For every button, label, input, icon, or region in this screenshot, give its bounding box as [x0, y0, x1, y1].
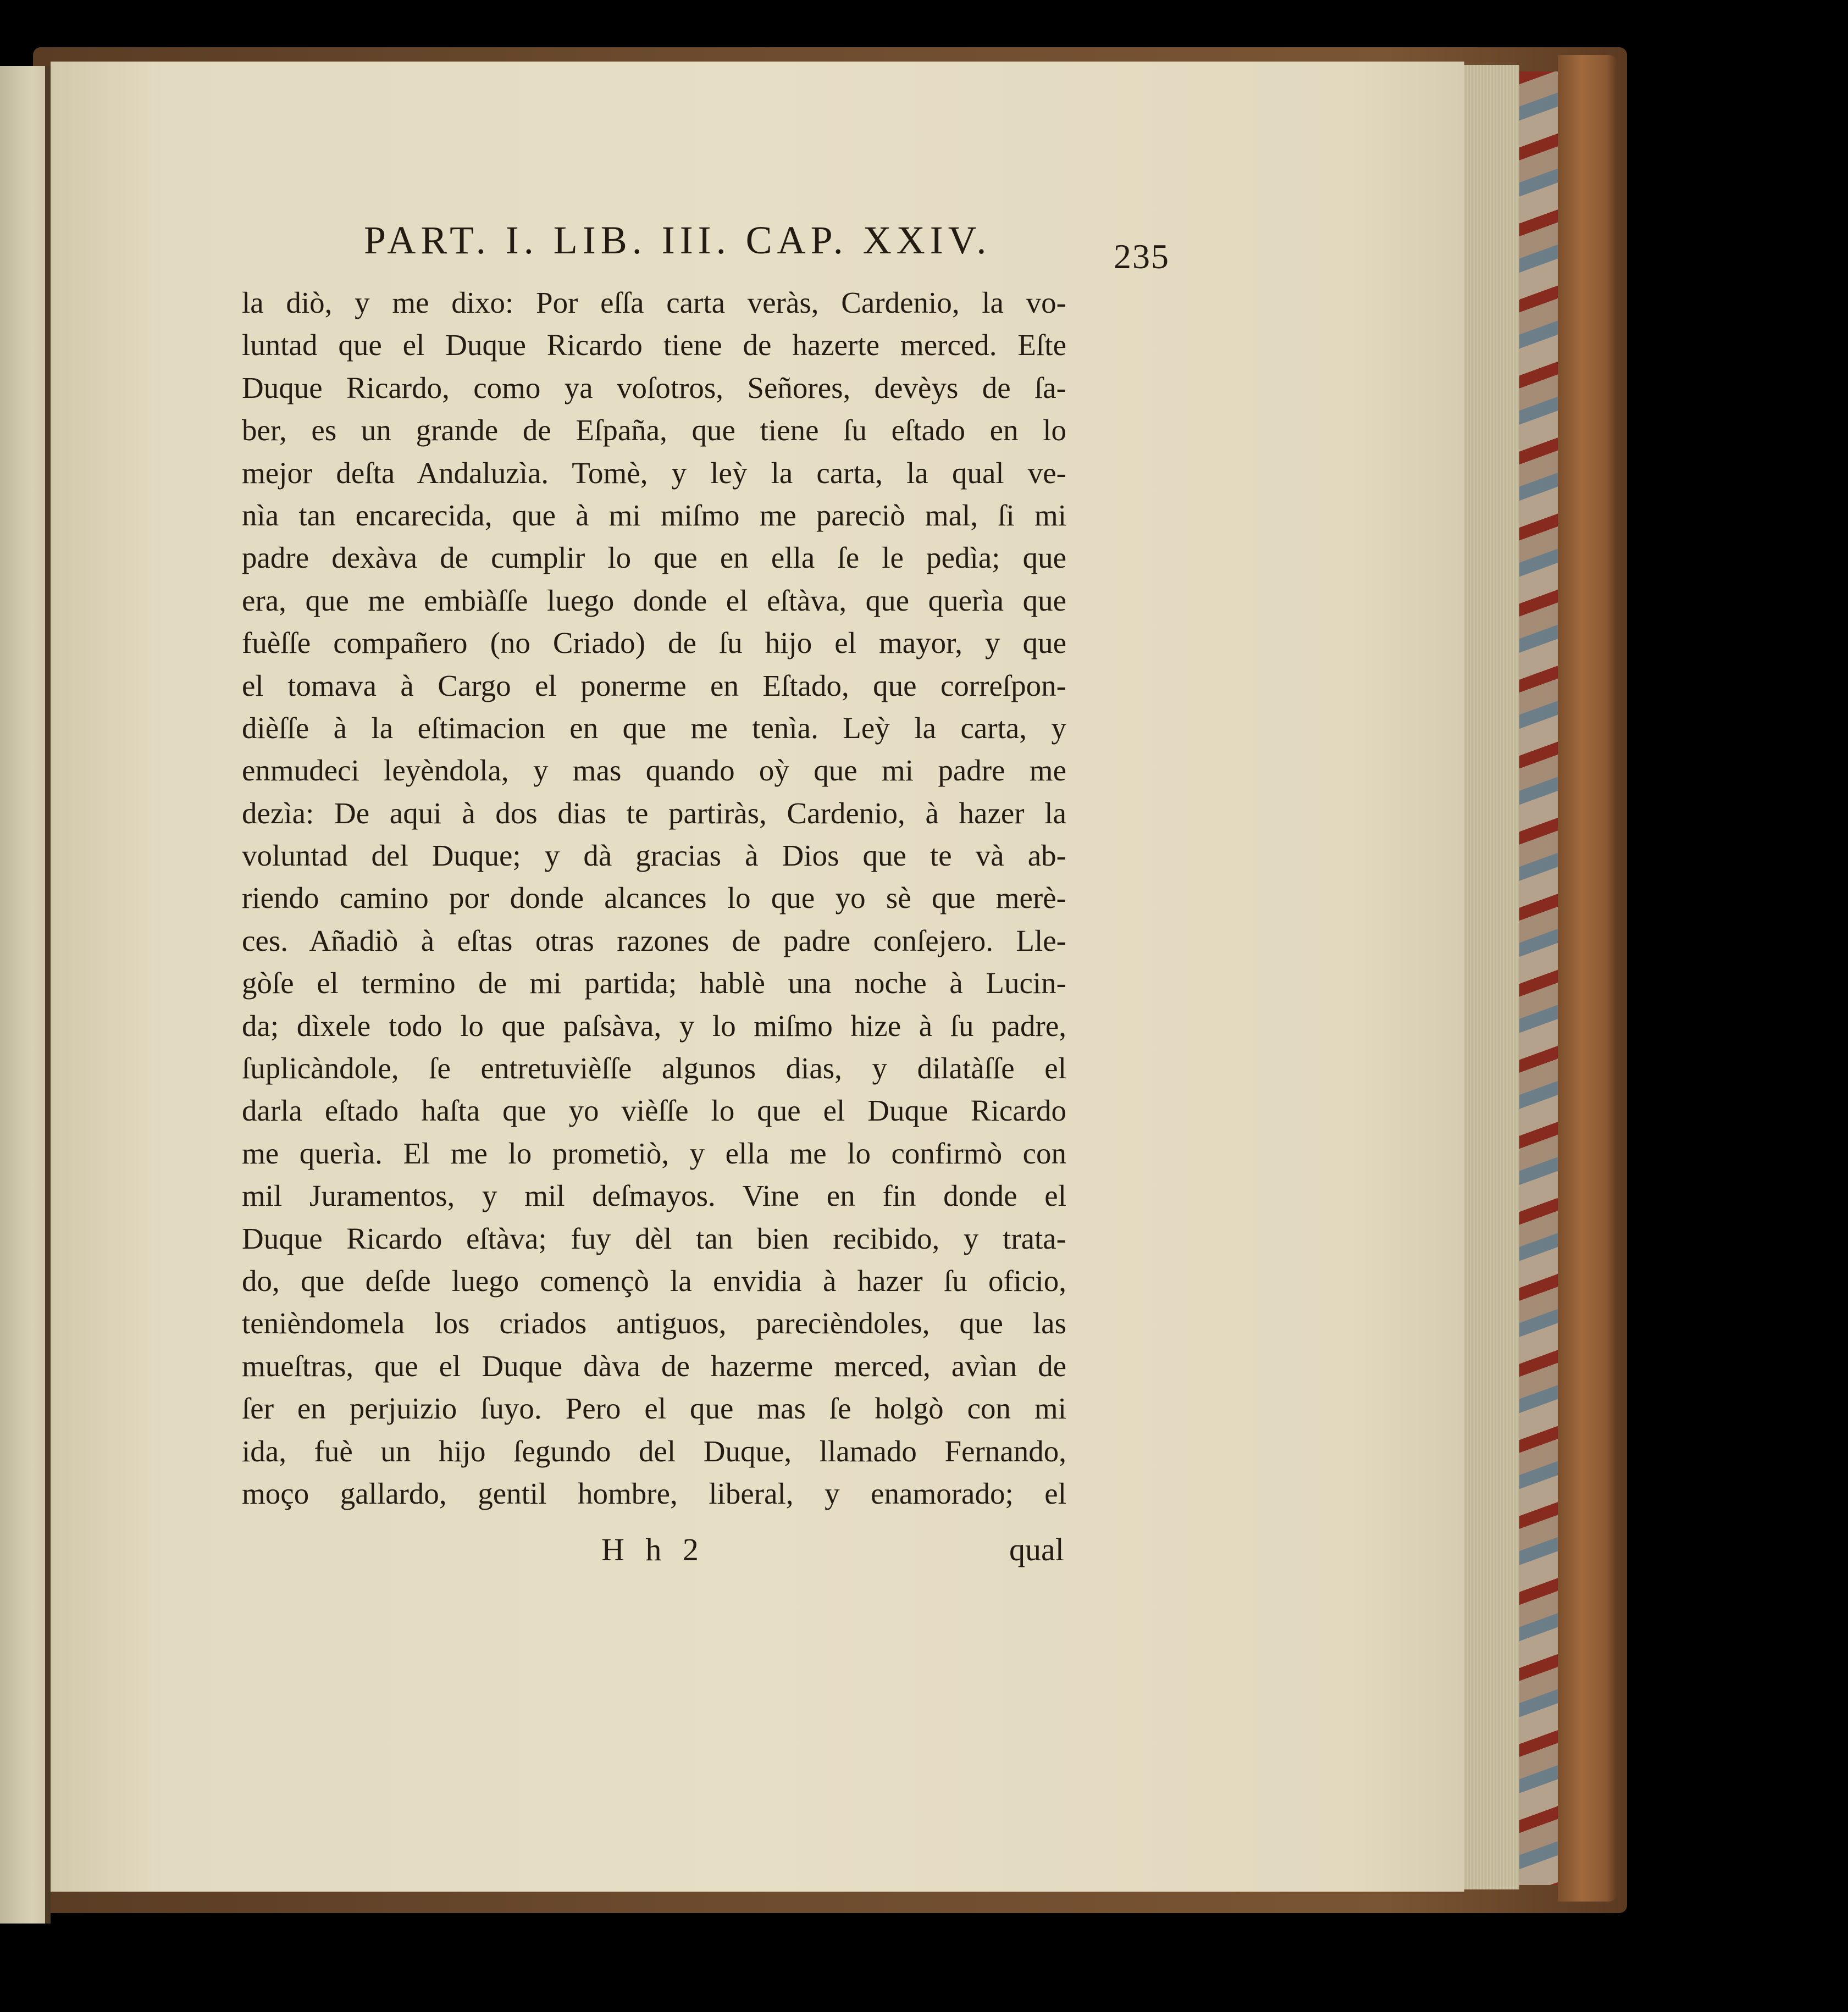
gutter: [45, 66, 51, 1924]
text-line: la diò, y me dixo: Por eſſa carta veràs, Cardenio, la vo-: [242, 286, 1066, 319]
text-line: mejor deſta Andaluzìa. Tomè, y leỳ la carta, la qual ve-: [242, 456, 1066, 490]
previous-page-edge: [0, 66, 47, 1924]
text-line: darla eſtado haſta que yo vièſſe lo que el Duque Ricardo: [242, 1094, 1066, 1128]
text-line: ſer en perjuizio ſuyo. Pero el que mas ſe holgò con mi: [242, 1392, 1066, 1426]
text-line: Duque Ricardo eſtàva; fuy dèl tan bien recibido, y trata-: [242, 1221, 1066, 1255]
text-line: el tomava à Cargo el ponerme en Eſtado, que correſpon-: [242, 668, 1066, 702]
text-line: era, que me embiàſſe luego donde el eſtàva, que querìa que: [242, 583, 1066, 617]
text-line: padre dexàva de cumplir lo que en ella ſe le pedìa; que: [242, 541, 1066, 575]
text-line: ces. Añadiò à eſtas otras razones de padre conſejero. Lle-: [242, 923, 1066, 957]
catchword: qual: [1009, 1532, 1064, 1567]
text-line: voluntad del Duque; y dà gracias à Dios que te và ab-: [242, 839, 1066, 873]
page-block-edges: [1464, 65, 1519, 1889]
text-line: luntad que el Duque Ricardo tiene de hazerte merced. Eſte: [242, 328, 1066, 362]
page-number: 235: [1114, 237, 1170, 276]
book-cover-edge: [1558, 55, 1618, 1902]
text-line: tenièndomela los criados antiguos, parecièndoles, que las: [242, 1306, 1066, 1340]
text-line: do, que deſde luego començò la envidia à hazer ſu oficio,: [242, 1263, 1066, 1298]
text-line: dezìa: De aqui à dos dias te partiràs, Cardenio, à hazer la: [242, 796, 1066, 830]
text-line: nìa tan encarecida, que à mi miſmo me pareciò mal, ſi mi: [242, 498, 1066, 532]
text-line: riendo camino por donde alcances lo que yo sè que merè-: [242, 881, 1066, 915]
text-line: mil Juramentos, y mil deſmayos. Vine en fin donde el: [242, 1179, 1066, 1213]
body-text: [242, 281, 1066, 1515]
text-line: fuèſſe compañero (no Criado) de ſu hijo el mayor, y que: [242, 626, 1066, 660]
text-line: gòſe el termino de mi partida; hablè una noche à Lucin-: [242, 966, 1066, 1000]
text-line: ſuplicàndole, ſe entretuvièſſe algunos dias, y dilatàſſe el: [242, 1051, 1066, 1085]
marbled-endpaper: [1519, 71, 1558, 1885]
text-line: da; dìxele todo lo que paſsàva, y lo miſmo hize à ſu padre,: [242, 1008, 1066, 1043]
text-line: Duque Ricardo, como ya voſotros, Señores, devèys de ſa-: [242, 370, 1066, 404]
text-line: moço gallardo, gentil hombre, liberal, y enamorado; el: [242, 1476, 1066, 1510]
text-line: ida, fuè un hijo ſegundo del Duque, llamado Fernando,: [242, 1434, 1066, 1468]
text-line: me querìa. El me lo prometiò, y ella me lo confirmò con: [242, 1136, 1066, 1170]
text-line: dièſſe à la eſtimacion en que me tenìa. Leỳ la carta, y: [242, 711, 1066, 745]
text-line: mueſtras, que el Duque dàva de hazerme merced, avìan de: [242, 1349, 1066, 1383]
running-head: PART. I. LIB. III. CAP. XXIV.: [364, 218, 992, 262]
text-line: ber, es un grande de Eſpaña, que tiene ſu eſtado en lo: [242, 413, 1066, 447]
signature-mark: H h 2: [601, 1532, 705, 1567]
text-line: enmudeci leyèndola, y mas quando oỳ que mi padre me: [242, 753, 1066, 788]
